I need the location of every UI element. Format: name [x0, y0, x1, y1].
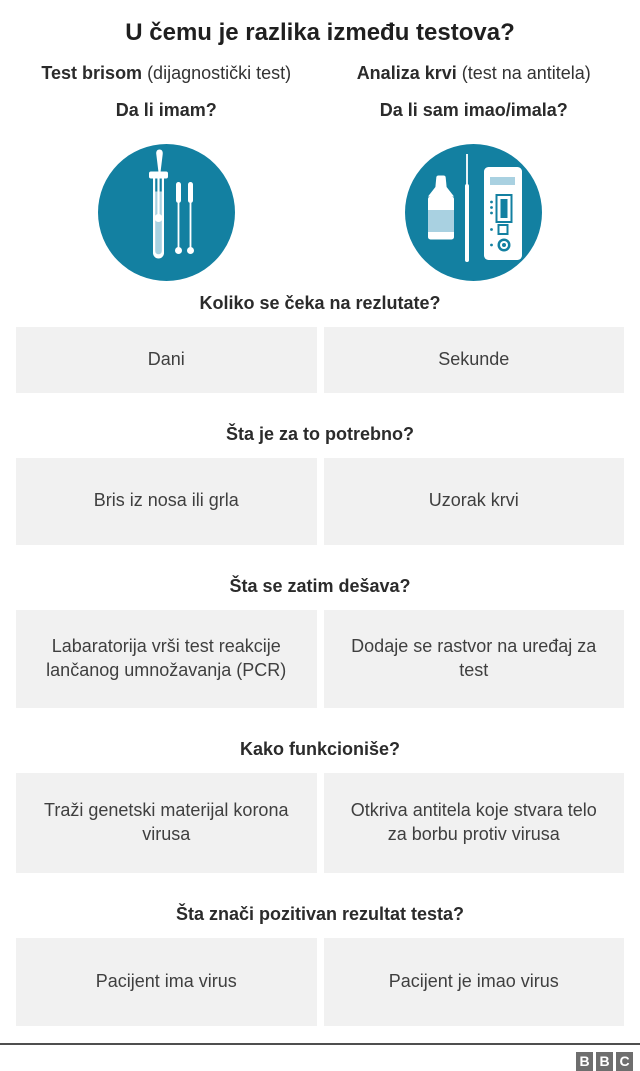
section-heading: Šta je za to potrebno? — [225, 423, 414, 444]
left-question: Da li imam? — [115, 99, 217, 120]
right-test-subtitle: (test na antitela) — [461, 62, 591, 83]
page-title: U čemu je razlika između testova? — [125, 19, 515, 46]
right-test-name: Analiza krvi — [356, 62, 457, 83]
section-heading: Šta znači pozitivan rezultat testa? — [175, 903, 465, 924]
left-test-name: Test brisom — [41, 62, 143, 83]
section-heading: Kako funkcioniše? — [239, 738, 401, 759]
left-test-subtitle: (dijagnostički test) — [147, 62, 292, 83]
section-results-wait — [0, 293, 640, 393]
section-how-it-works — [0, 739, 640, 873]
left-answer-box: Dani — [16, 327, 317, 393]
right-answer-box: Dodaje se rastvor na uređaj za test — [324, 610, 625, 708]
section-heading: Koliko se čeka na rezlutate? — [199, 292, 441, 313]
left-answer-box: Bris iz nosa ili grla — [16, 458, 317, 545]
footer-divider — [0, 1043, 640, 1045]
column-headers — [0, 47, 640, 84]
left-column-header — [16, 63, 317, 84]
right-answer-box: Otkriva antitela koje stvara telo za borbu protiv virusa — [324, 773, 625, 873]
right-column-header — [324, 63, 625, 84]
bbc-logo-block: B — [596, 1052, 613, 1071]
left-answer-box: Traži genetski materijal korona virusa — [16, 773, 317, 873]
section-boxes — [0, 938, 640, 1026]
right-answer-box: Uzorak krvi — [324, 458, 625, 545]
section-boxes — [0, 327, 640, 393]
section-boxes — [0, 458, 640, 545]
icons-row — [0, 144, 640, 281]
section-what-happens-next — [0, 576, 640, 708]
section-heading: Šta se zatim dešava? — [229, 575, 411, 596]
section-positive-result-meaning — [0, 904, 640, 1026]
column-questions — [0, 84, 640, 121]
section-boxes — [0, 773, 640, 873]
bbc-logo — [0, 1052, 640, 1071]
swab-test-icon — [16, 144, 317, 281]
section-what-is-needed — [0, 424, 640, 545]
right-question: Da li sam imao/imala? — [379, 99, 568, 120]
right-answer-box: Pacijent je imao virus — [324, 938, 625, 1026]
bbc-logo-block: C — [616, 1052, 633, 1071]
right-answer-box: Sekunde — [324, 327, 625, 393]
bbc-logo-block: B — [576, 1052, 593, 1071]
left-answer-box: Pacijent ima virus — [16, 938, 317, 1026]
section-boxes — [0, 610, 640, 708]
left-answer-box: Labaratorija vrši test reakcije lančanog umnožavanja (PCR) — [16, 610, 317, 708]
blood-antibody-test-icon — [324, 144, 625, 281]
